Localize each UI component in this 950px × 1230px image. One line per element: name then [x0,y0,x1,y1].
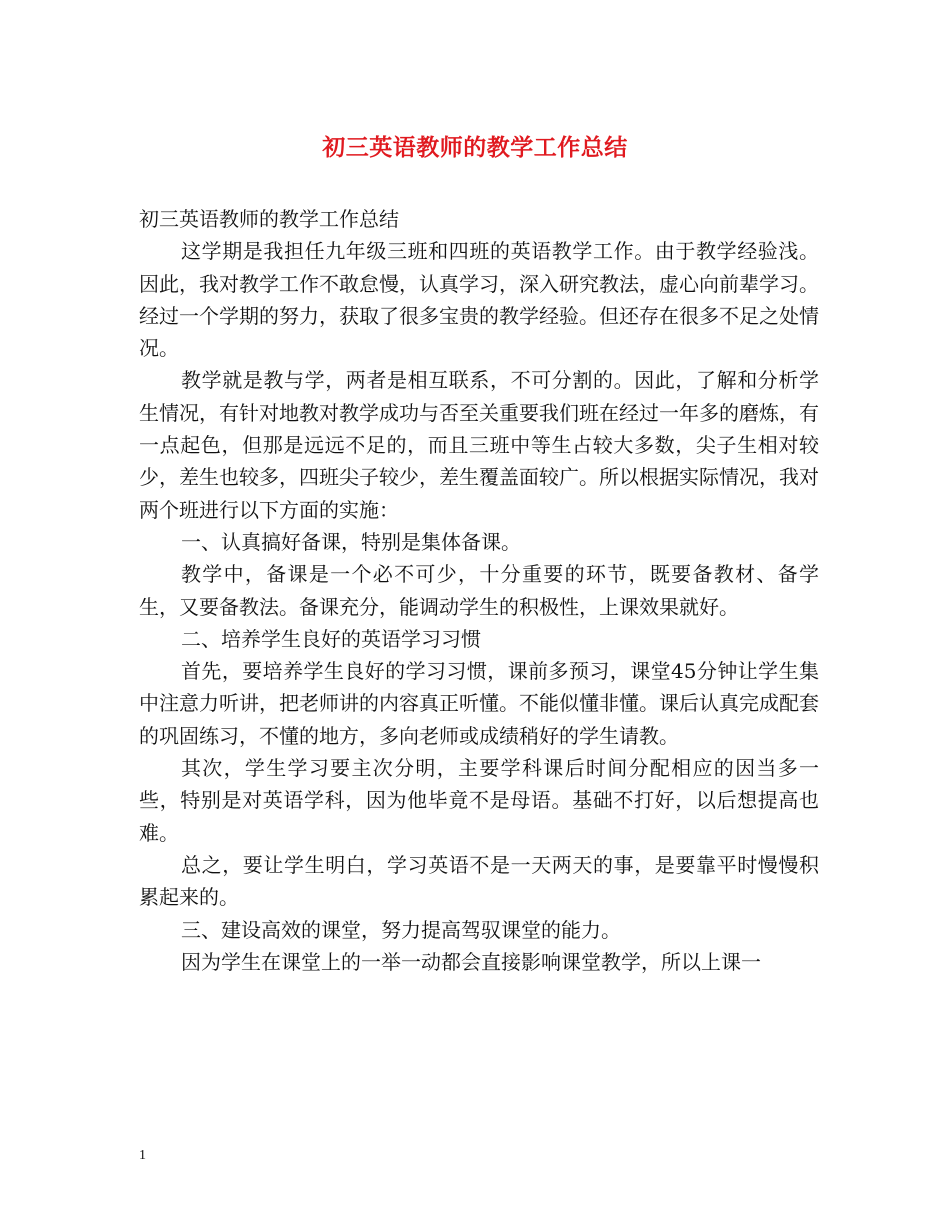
document-title: 初三英语教师的教学工作总结 [322,134,628,161]
body-paragraph: 其次，学生学习要主次分明，主要学科课后时间分配相应的因当多一些，特别是对英语学科，因为他毕竟不是母语。基础不打好，以后想提高也难。 [139,756,819,845]
body-paragraph: 总之，要让学生明白，学习英语不是一天两天的事，是要靠平时慢慢积累起来的。 [139,852,819,910]
page-number: 1 [139,1148,146,1163]
body-paragraph: 因为学生在课堂上的一举一动都会直接影响课堂教学，所以上课一 [181,949,761,974]
document-body [139,203,819,978]
body-paragraph: 首先，要培养学生良好的学习习惯，课前多预习，课堂45分钟让学生集中注意力听讲，把老师讲的内容真正听懂。不能似懂非懂。课后认真完成配套的巩固练习，不懂的地方，多向老师或成绩稍好的学生请教。 [139,659,819,748]
body-paragraph: 初三英语教师的教学工作总结 [139,207,399,231]
body-paragraph: 这学期是我担任九年级三班和四班的英语教学工作。由于教学经验浅。因此，我对教学工作不敢怠慢，认真学习，深入研究教法，虚心向前辈学习。经过一个学期的努力，获取了很多宝贵的教学经验。但还存在很多不足之处情况。 [139,239,819,361]
body-paragraph: 教学中，备课是一个必不可少，十分重要的环节，既要备教材、备学生，又要备教法。备课充分，能调动学生的积极性，上课效果就好。 [139,562,819,619]
section-heading: 二、培养学生良好的英语学习习惯 [181,626,481,651]
body-paragraph: 教学就是教与学，两者是相互联系，不可分割的。因此，了解和分析学生情况，有针对地教对教学成功与否至关重要我们班在经过一年多的磨炼，有一点起色，但那是远远不足的，而且三班中等生占较大多数，尖子生相对较少，差生也较多，四班尖子较少，差生覆盖面较广。所以根据实际情况，我对两个班进行以下方面的实施： [139,368,819,522]
section-heading: 一、认真搞好备课，特别是集体备课。 [181,529,521,554]
section-heading: 三、建设高效的课堂，努力提高驾驭课堂的能力。 [181,917,621,942]
